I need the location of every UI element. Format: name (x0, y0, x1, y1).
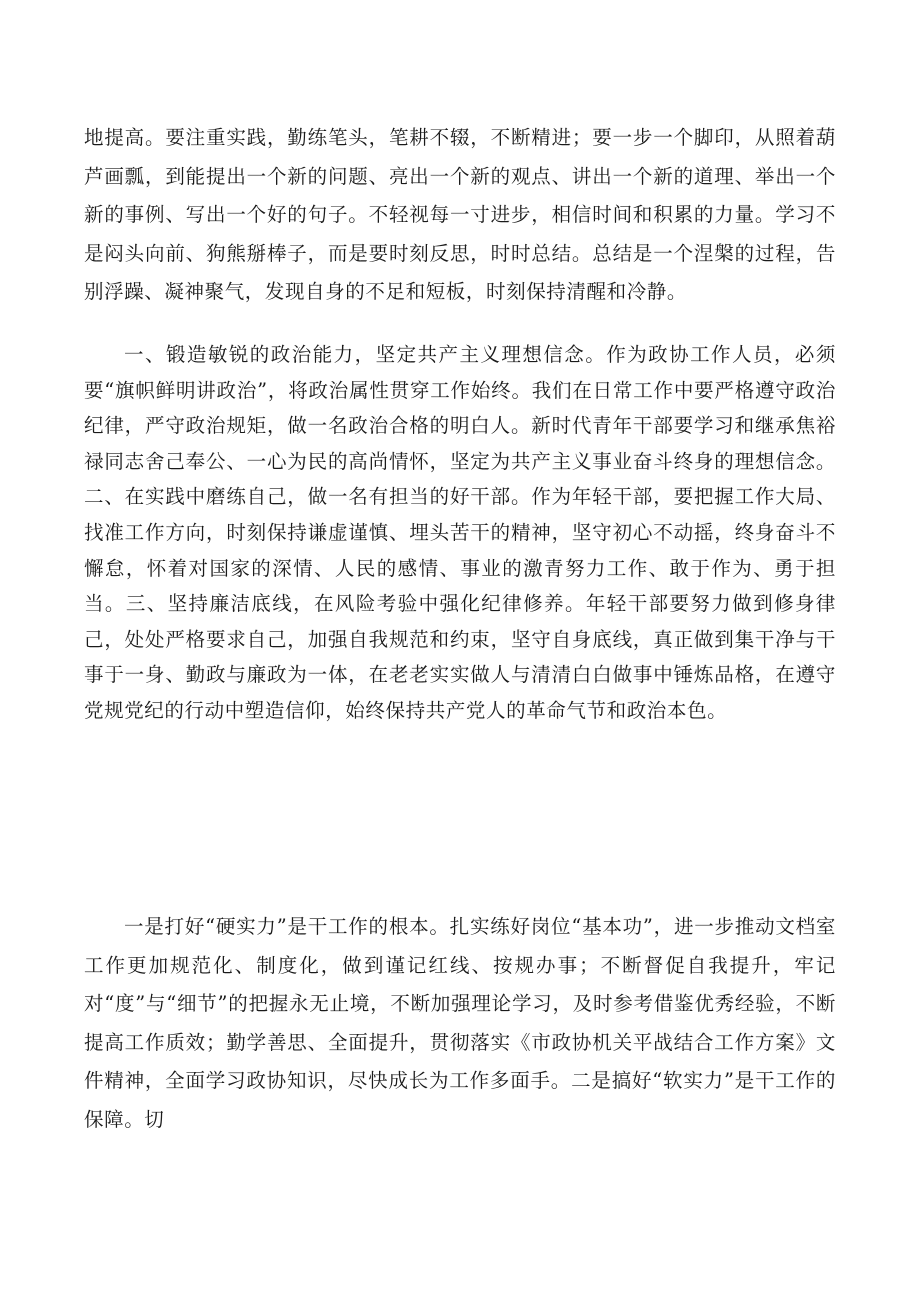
text-block-1 (84, 119, 836, 312)
paragraph-2: 一、锻造敏锐的政治能力，坚定共产主义理想信念。作为政协工作人员，必须要“旗帜鲜明讲政治”，将政治属性贯穿工作始终。我们在日常工作中要严格遵守政治纪律，严守政治规矩，做一名政治合格的明白人。新时代青年干部要学习和继承焦裕禄同志舍己奉公、一心为民的高尚情怀，坚定为共产主义事业奋斗终身的理想信念。二、在实践中磨练自己，做一名有担当的好干部。作为年轻干部，要把握工作大局、找准工作方向，时刻保持谦虚谨慎、埋头苦干的精神，坚守初心不动摇，终身奋斗不懈怠，怀着对国家的深情、人民的感情、事业的激青努力工作、敢于作为、勇于担当。三、坚持廉洁底线，在风险考验中强化纪律修养。年轻干部要努力做到修身律己，处处严格要求自己，加强自我规范和约束，坚守自身底线，真正做到集干净与干事于一身、勤政与廉政为一体，在老老实实做人与清清白白做事中锤炼品格，在遵守党规党纪的行动中塑造信仰，始终保持共产党人的革命气节和政治本色。 (84, 343, 836, 722)
text-block-3 (84, 908, 836, 1140)
paragraph-3: 一是打好“硬实力”是干工作的根本。扎实练好岗位“基本功”，进一步推动文档室工作更加规范化、制度化，做到谨记红线、按规办事；不断督促自我提升，牢记对“度”与“细节”的把握永无止境，不断加强理论学习，及时参考借鉴优秀经验，不断提高工作质效；勤学善思、全面提升，贯彻落实《市政协机关平战结合工作方案》文件精神，全面学习政协知识，尽快成长为工作多面手。二是搞好“软实力”是干工作的保障。切 (84, 915, 836, 1131)
text-block-2 (84, 337, 836, 729)
paragraph-1: 地提高。要注重实践，勤练笔头，笔耕不辍，不断精进；要一步一个脚印，从照着葫芦画瓢，到能提出一个新的问题、亮出一个新的观点、讲出一个新的道理、举出一个新的事例、写出一个好的句子。不轻视每一寸进步，相信时间和积累的力量。学习不是闷头向前、狗熊掰棒子，而是要时刻反思，时时总结。总结是一个涅槃的过程，告别浮躁、凝神聚气，发现自身的不足和短板，时刻保持清醒和冷静。 (84, 126, 836, 304)
